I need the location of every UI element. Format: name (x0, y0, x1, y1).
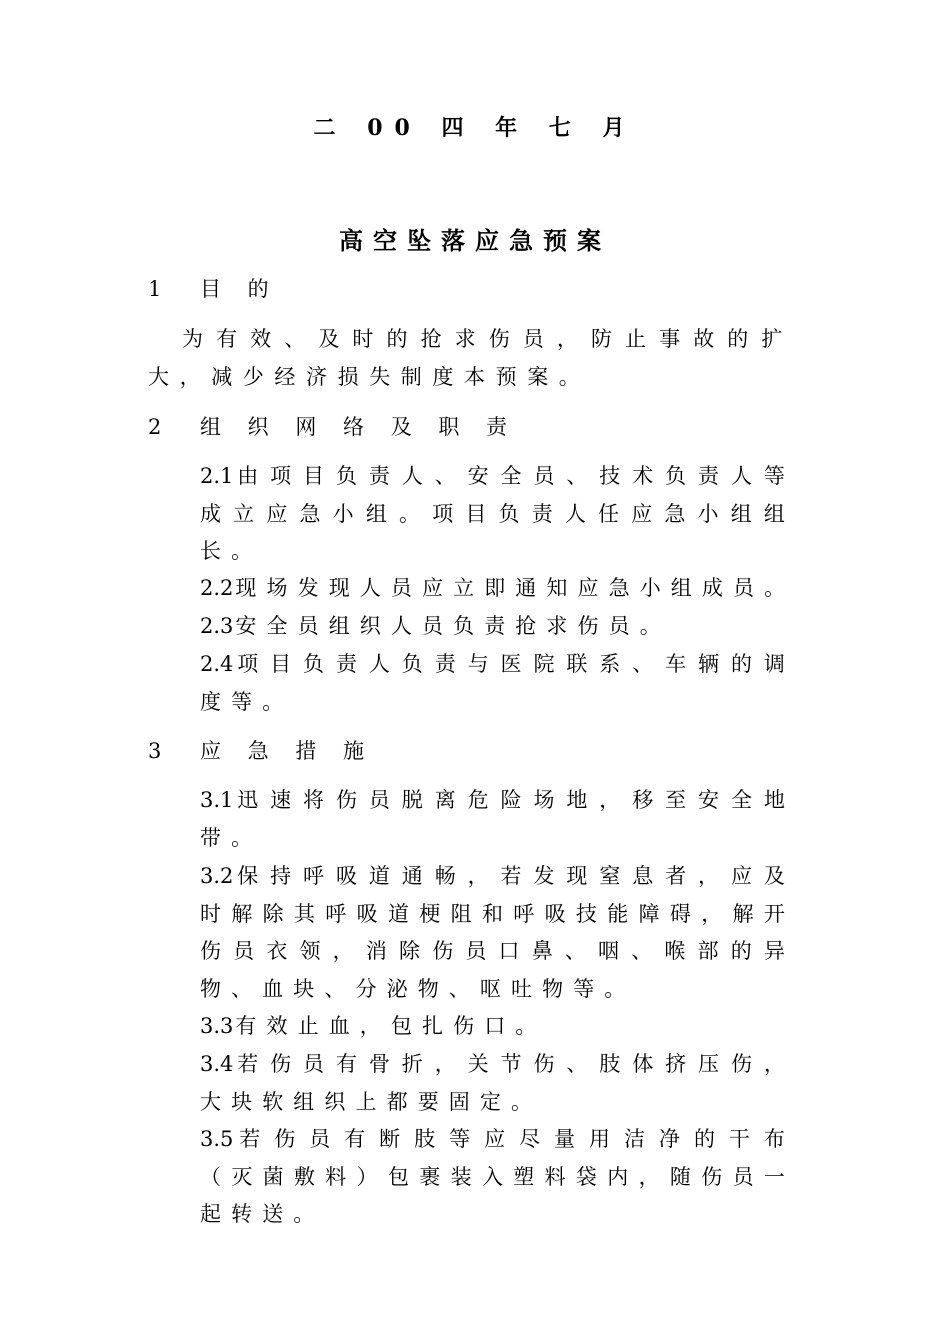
purpose-paragraph: 为有效、及时的抢求伤员，防止事故的扩大，减少经济损失制度本预案。 (148, 327, 793, 389)
item-number: 3.4 (200, 1052, 234, 1076)
list-item-3-5 (200, 1121, 795, 1234)
item-number: 2.2 (200, 576, 234, 600)
item-text: 迅速将伤员脱离危险场地，移至安全地带。 (200, 788, 795, 850)
list-item-3-1 (200, 782, 795, 857)
date-line: 二 00 四 年 七 月 (313, 115, 637, 141)
item-number: 3.3 (200, 1014, 234, 1038)
list-item-3-4 (200, 1046, 795, 1121)
list-item-2-3 (200, 608, 795, 646)
section-label: 目 的 (200, 277, 279, 301)
item-text: 若伤员有骨折，关节伤、肢体挤压伤，大块软组织上都要固定。 (200, 1052, 795, 1114)
section-number: 2 (148, 415, 162, 439)
list-item-2-1 (200, 458, 795, 571)
item-number: 2.1 (200, 464, 234, 488)
section-number: 3 (148, 739, 162, 763)
item-text: 现场发现人员应立即通知应急小组成员。 (235, 576, 796, 600)
list-item-2-2 (200, 570, 795, 608)
section-number: 1 (148, 277, 162, 301)
item-number: 3.2 (200, 864, 234, 888)
list-item-3-3 (200, 1008, 795, 1046)
item-text: 安全员组织人员负责抢求伤员。 (235, 614, 671, 638)
list-item-2-4 (200, 646, 795, 721)
item-number: 2.3 (200, 614, 234, 638)
document-title: 高空坠落应急预案 (339, 226, 611, 255)
section-label: 应 急 措 施 (200, 739, 375, 763)
item-text: 有效止血，包扎伤口。 (235, 1014, 547, 1038)
section-label: 组 织 网 络 及 职 责 (200, 415, 518, 439)
item-number: 3.1 (200, 788, 234, 812)
item-text: 项目负责人负责与医院联系、车辆的调度等。 (200, 652, 795, 714)
item-text: 若伤员有断肢等应尽量用洁净的干布（灭菌敷料）包裹装入塑料袋内，随伤员一起转送。 (200, 1127, 795, 1226)
item-text: 由项目负责人、安全员、技术负责人等成立应急小组。项目负责人任应急小组组长。 (200, 464, 795, 563)
item-text: 保持呼吸道通畅，若发现窒息者，应及时解除其呼吸道梗阻和呼吸技能障碍，解开伤员衣领，消除伤员口鼻、咽、喉部的异物、血块、分泌物、呕吐物等。 (200, 864, 795, 1001)
list-item-3-2 (200, 858, 795, 1008)
item-number: 3.5 (200, 1127, 234, 1151)
item-number: 2.4 (200, 652, 234, 676)
